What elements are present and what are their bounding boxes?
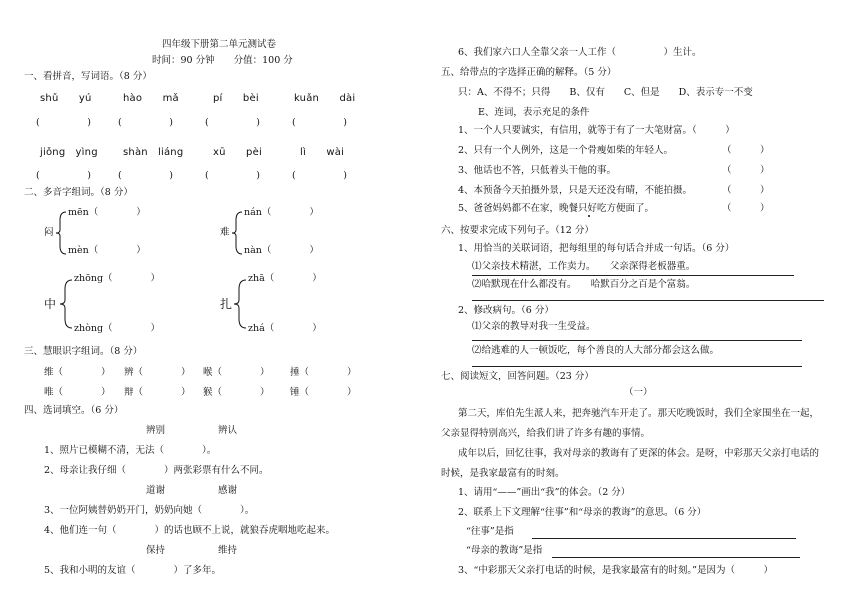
polyphone-reading[interactable]: zhòng（ ） [74,323,161,334]
options-line: E、连词，表示充足的条件 [478,107,590,118]
answer-blank[interactable]: ( ) [118,117,173,128]
brace-icon [58,278,74,330]
question-item: 1、请用“——”画出“我”的体会。（2 分） [458,487,631,498]
answer-line[interactable] [532,538,796,539]
passage-line: 父亲显得特别高兴，给我们讲了许多有趣的事情。 [441,428,651,439]
answer-line[interactable] [472,340,802,341]
word-choice: 辨认 [218,425,238,436]
char-word-item[interactable]: 猴（ ） [203,387,270,398]
char-word-item[interactable]: 喉（ ） [203,367,270,378]
answer-blank[interactable]: （ ） [722,185,770,196]
brace-icon [232,278,248,330]
brace-icon [54,210,68,256]
answer-blank[interactable]: （ ） [722,145,770,156]
sentence-item: ⑴父亲的教导对我一生受益。 [472,321,596,332]
pinyin-6: shàn liáng [123,147,184,158]
passage-line: 第二天，库伯先生派人来，把奔驰汽车开走了。那天吃晚饭时，我们全家围坐在一起， [458,408,820,419]
choice-item[interactable]: 5、爸爸妈妈都不在家，晚餐只好吃方便面了。 [458,203,655,214]
polyphone-reading[interactable]: zhā（ ） [248,273,322,284]
question-item[interactable]: 3、一位阿姨替奶奶开门，奶奶向她（ ）。 [44,505,255,516]
answer-blank[interactable]: ( ) [205,117,260,128]
choice-item[interactable]: 2、只有一个人例外，这是一个骨瘦如柴的年轻人。 [458,145,674,156]
word-choice: 维持 [218,545,238,556]
passage-line: 成年以后，回忆往事，我对母亲的教诲有了更深的体会。是呀，中彩那天父亲打电话的 [458,448,820,459]
sentence-item: ⑵给逃难的人一顿饭吃，每个善良的人大部分都会这么做。 [472,345,720,356]
polyphone-reading[interactable]: zhá（ ） [248,323,322,334]
answer-line[interactable] [552,557,800,558]
polyphone-reading[interactable]: nán（ ） [244,207,319,218]
answer-prompt: “母亲的教诲”是指 [466,545,543,556]
section-6-title: 六、按要求完成下列句子。（12 分） [441,225,594,236]
options-line: 只：A、不得不；只得 B、仅有 C、但是 D、表示专一不变 [458,87,753,98]
answer-prompt: “往事”是指 [466,526,514,537]
section-3-title: 三、慧眼识字组词。（8 分） [24,346,143,357]
answer-blank[interactable]: ( ) [36,117,91,128]
answer-line[interactable] [472,366,802,367]
sentence-item: ⑴父亲技术精湛，工作卖力。 父亲深得老板器重。 [472,261,696,272]
question-item[interactable]: 2、母亲让我仔细（ ）两张彩票有什么不同。 [44,465,269,476]
char-word-item[interactable]: 辩（ ） [124,387,191,398]
time-and-score: 时间：90 分钟 分值：100 分 [152,55,293,66]
choice-item[interactable]: 1、一个人只要诚实，有信用，就等于有了一大笔财富。（ ） [458,125,735,136]
page-title: 四年级下册第二单元测试卷 [162,39,277,50]
pinyin-8: lì wài [300,147,345,158]
word-choice: 辨别 [146,425,166,436]
answer-blank[interactable]: ( ) [118,170,173,181]
polyphone-char: 难 [220,227,230,238]
question-item[interactable]: 5、我和小明的友谊（ ）了多年。 [44,565,222,576]
choice-item[interactable]: 3、他话也不答，只低着头干他的事。 [458,165,617,176]
char-word-item[interactable]: 捶（ ） [290,367,357,378]
brace-icon [230,210,244,256]
polyphone-char: 闷 [44,227,54,238]
pinyin-4: kuǎn dài [294,93,356,104]
word-choice: 感谢 [218,485,238,496]
answer-line[interactable] [472,300,824,301]
word-choice: 保持 [146,545,166,556]
question-item[interactable]: 1、照片已模糊不清，无法（ ）。 [44,445,217,456]
answer-blank[interactable]: ( ) [292,170,347,181]
section-7-title: 七、阅读短文，回答问题。（23 分） [441,371,594,382]
answer-blank[interactable]: （ ） [722,165,770,176]
sentence-item: ⑵哈默现在什么都没有。 哈默百分之百是个富翁。 [472,279,696,290]
section-4-title: 四、选词填空。（6 分） [24,405,124,416]
answer-blank[interactable]: （ ） [722,203,770,214]
answer-line[interactable] [472,275,794,276]
polyphone-char: 中 [44,297,57,311]
pinyin-2: hào mǎ [123,93,179,104]
question-item: 2、联系上下文理解“往事”和“母亲的教诲”的意思。（6 分） [458,507,707,518]
question-item[interactable]: 6、我们家六口人全靠父亲一人工作（ ）生计。 [458,47,702,58]
pinyin-5: jiǒng yìng [40,147,98,158]
choice-item[interactable]: 4、本预备今天拍摄外景，只是天还没有晴，不能拍摄。 [458,185,693,196]
question-item: 1、用恰当的关联词语，把每组里的每句话合并成一句话。（6 分） [458,243,735,254]
char-word-item[interactable]: 唯（ ） [44,387,111,398]
answer-blank[interactable]: ( ) [205,170,260,181]
pinyin-1: shǔ yú [40,93,92,104]
word-choice: 道谢 [146,485,166,496]
question-item[interactable]: 4、他们连一句（ ）的话也顾不上说，就狼吞虎咽地吃起来。 [44,525,336,536]
polyphone-reading[interactable]: zhōng（ ） [74,273,161,284]
polyphone-reading[interactable]: mèn（ ） [68,245,146,256]
section-5-title: 五、给带点的字选择正确的解释。（5 分） [441,67,617,78]
pinyin-3: pí bèi [213,93,259,104]
question-item[interactable]: 3、“中彩那天父亲打电话的时候，是我家最富有的时刻。”是因为（ ） [458,565,774,576]
polyphone-reading[interactable]: nàn（ ） [244,245,319,256]
char-word-item[interactable]: 锤（ ） [290,387,357,398]
answer-blank[interactable]: ( ) [36,170,91,181]
polyphone-reading[interactable]: mēn（ ） [68,207,146,218]
char-word-item[interactable]: 辨（ ） [124,367,191,378]
answer-blank[interactable]: ( ) [292,117,347,128]
emphasis-dot [588,215,590,217]
section-2-title: 二、多音字组词。（8 分） [24,187,133,198]
polyphone-char: 扎 [220,297,233,311]
char-word-item[interactable]: 维（ ） [44,367,111,378]
pinyin-7: xū pèi [213,147,262,158]
passage-line: 时候，是我家最富有的时刻。 [441,468,565,479]
passage-number: （一） [624,387,653,398]
question-item: 2、修改病句。（6 分） [458,305,554,316]
section-1-title: 一、看拼音，写词语。（8 分） [24,71,152,82]
